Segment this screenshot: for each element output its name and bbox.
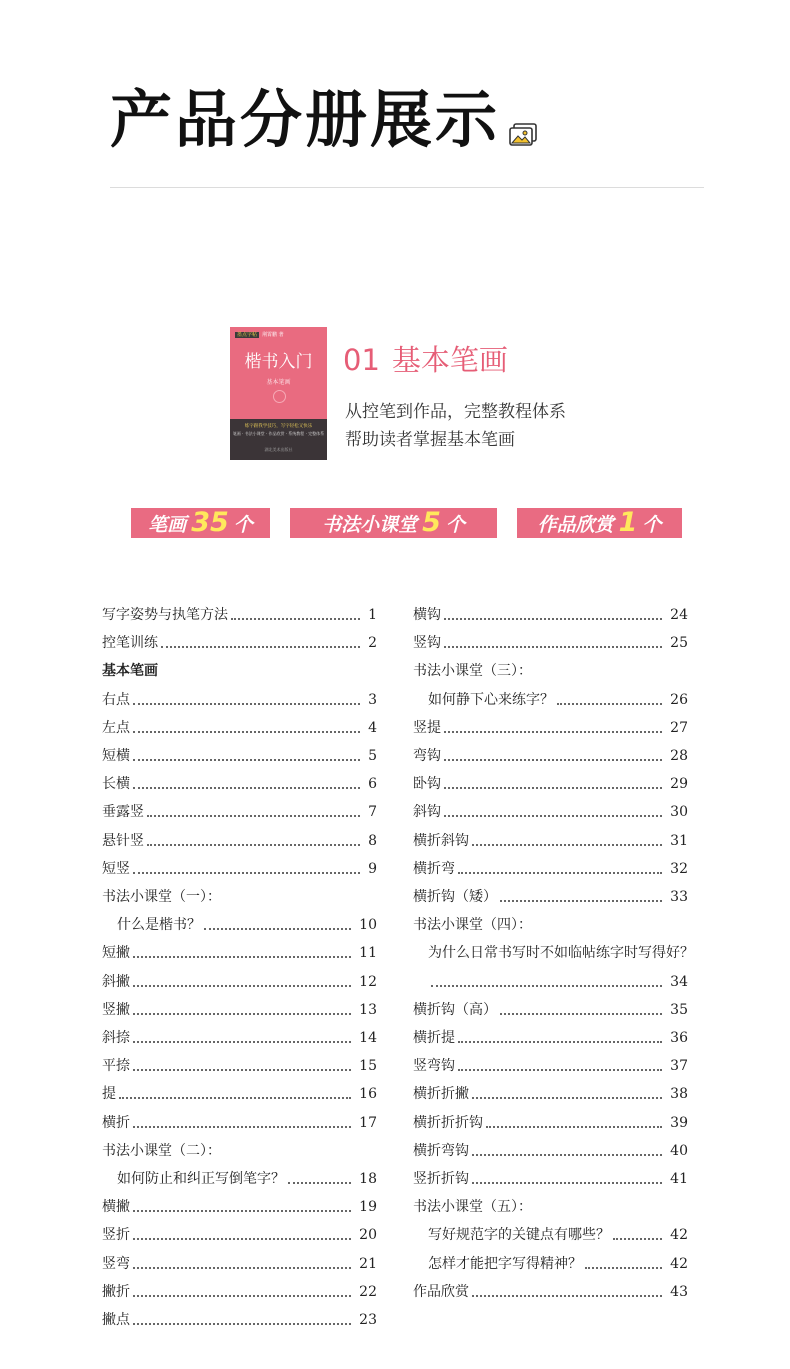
toc-leader-dots — [500, 900, 662, 902]
toc-entry-label: 书法小课堂（三）： — [413, 659, 533, 683]
toc-leader-dots — [472, 844, 662, 846]
toc-entry-label: 竖撇 — [102, 998, 131, 1022]
toc-entry-label: 悬针竖 — [102, 829, 145, 853]
toc-row — [102, 1082, 377, 1106]
tag-count: 5 — [422, 507, 441, 538]
section-heading — [343, 340, 508, 380]
toc-leader-dots — [472, 1295, 662, 1297]
toc-page-number: 29 — [670, 776, 688, 792]
toc-leader-dots — [472, 1182, 662, 1184]
toc-page-number: 12 — [359, 974, 377, 990]
toc-leader-dots — [133, 1323, 351, 1325]
toc-leader-dots — [444, 646, 662, 648]
toc-page-number: 33 — [670, 889, 688, 905]
toc-page-number: 17 — [359, 1115, 377, 1131]
toc-entry-label: 斜钩 — [413, 800, 442, 824]
toc-leader-dots — [133, 1013, 351, 1015]
toc-page-number: 15 — [359, 1058, 377, 1074]
book-cover — [230, 327, 327, 460]
toc-entry-label: 卧钩 — [413, 772, 442, 796]
toc-row — [102, 998, 377, 1022]
tag-label: 书法小课堂 — [322, 514, 418, 536]
toc-entry-label: 撇点 — [102, 1308, 131, 1332]
toc-entry-label: 横折斜钩 — [413, 829, 470, 853]
toc-row — [102, 1195, 377, 1219]
toc-page-number: 7 — [368, 804, 377, 820]
toc-page-number: 34 — [670, 974, 688, 990]
toc-page-number: 11 — [359, 945, 377, 961]
toc-row — [413, 1054, 688, 1078]
toc-entry-label: 写字姿势与执笔方法 — [102, 603, 229, 627]
toc-row — [102, 659, 377, 683]
cover-logo: 墨点字帖 — [237, 332, 258, 338]
toc-entry-label: 竖折折钩 — [413, 1167, 470, 1191]
toc-leader-dots — [133, 787, 360, 789]
toc-leader-dots — [486, 1126, 662, 1128]
toc-row — [413, 1111, 688, 1135]
toc-leader-dots — [133, 1041, 351, 1043]
cover-top-line — [235, 332, 284, 339]
toc-entry-label: 书法小课堂（五）： — [413, 1195, 533, 1219]
toc-entry-label: 基本笔画 — [102, 659, 159, 683]
toc-row — [413, 800, 688, 824]
toc-entry-label: 平捺 — [102, 1054, 131, 1078]
toc-entry-label: 书法小课堂（二）： — [102, 1139, 222, 1163]
toc-entry-label: 长横 — [102, 772, 131, 796]
toc-row — [413, 772, 688, 796]
toc-leader-dots — [133, 703, 360, 705]
toc-page-number: 4 — [368, 720, 377, 736]
toc-page-number: 32 — [670, 861, 688, 877]
toc-page-number: 35 — [670, 1002, 688, 1018]
toc-leader-dots — [161, 646, 360, 648]
toc-page-number: 24 — [670, 607, 688, 623]
toc-row — [102, 716, 377, 740]
toc-row — [102, 744, 377, 768]
toc-page-number: 22 — [359, 1284, 377, 1300]
toc-leader-dots — [133, 872, 360, 874]
toc-leader-dots — [147, 815, 360, 817]
toc-row — [102, 1026, 377, 1050]
toc-row — [413, 1082, 688, 1106]
toc-entry-label: 横折提 — [413, 1026, 456, 1050]
toc-leader-dots — [133, 1238, 351, 1240]
toc-entry-label: 弯钩 — [413, 744, 442, 768]
toc-row — [102, 772, 377, 796]
tag-calligraphy-class — [290, 508, 497, 538]
toc-leader-dots — [147, 844, 360, 846]
toc-leader-dots — [133, 1295, 351, 1297]
toc-entry-label: 怎样才能把字写得精神？ — [428, 1252, 583, 1276]
toc-row — [413, 1223, 688, 1247]
toc-row — [102, 829, 377, 853]
toc-row — [413, 716, 688, 740]
toc-entry-label: 书法小课堂（四）： — [413, 913, 533, 937]
toc-row — [413, 744, 688, 768]
cover-author: 荆霄鹏 著 — [262, 332, 284, 338]
toc-leader-dots — [288, 1182, 351, 1184]
cover-title: 楷书入门 — [244, 352, 313, 372]
cover-seal-icon — [273, 390, 286, 403]
toc-entry-label: 横折折撇 — [413, 1082, 470, 1106]
tag-unit: 个 — [445, 514, 465, 536]
toc-row — [413, 998, 688, 1022]
toc-leader-dots — [133, 759, 360, 761]
toc-page-number: 6 — [368, 776, 377, 792]
toc-leader-dots — [133, 985, 351, 987]
toc-row — [413, 1195, 688, 1219]
toc-page-number: 19 — [359, 1199, 377, 1215]
toc-page-number: 28 — [670, 748, 688, 764]
toc-leader-dots — [444, 731, 662, 733]
toc-entry-label: 短竖 — [102, 857, 131, 881]
toc-row — [102, 603, 377, 627]
toc-row — [102, 1308, 377, 1332]
toc-row — [413, 1252, 688, 1276]
toc-page-number: 37 — [670, 1058, 688, 1074]
toc-page-number: 1 — [368, 607, 377, 623]
toc-page-number: 23 — [359, 1312, 377, 1328]
toc-entry-label: 竖弯 — [102, 1252, 131, 1276]
toc-row — [413, 603, 688, 627]
toc-leader-dots — [472, 1097, 662, 1099]
toc-row — [102, 1139, 377, 1163]
toc-page-number: 20 — [359, 1227, 377, 1243]
tag-count: 1 — [618, 507, 638, 538]
toc-row — [413, 1026, 688, 1050]
toc-entry-label: 横折折折钩 — [413, 1111, 484, 1135]
cover-band-line1: 练字跟我学技巧，写字轻松又快乐 — [244, 424, 313, 429]
toc-page-number: 5 — [368, 748, 377, 764]
toc-leader-dots — [444, 787, 662, 789]
toc-leader-dots — [444, 815, 662, 817]
toc-page-number: 43 — [670, 1284, 688, 1300]
toc-entry-label: 短撇 — [102, 941, 131, 965]
toc-row — [413, 1139, 688, 1163]
toc-row — [102, 688, 377, 712]
toc-entry-label: 左点 — [102, 716, 131, 740]
section-number: 01 — [343, 343, 380, 377]
toc-entry-label: 横折钩（矮） — [413, 885, 498, 909]
toc-leader-dots — [204, 928, 351, 930]
tag-count: 35 — [191, 507, 229, 538]
toc-page-number: 25 — [670, 635, 688, 651]
page-title: 产品分册展示 — [110, 83, 501, 156]
toc-page-number: 2 — [368, 635, 377, 651]
toc-row — [413, 970, 688, 994]
toc-leader-dots — [133, 731, 360, 733]
toc-entry-label: 竖折 — [102, 1223, 131, 1247]
toc-leader-dots — [133, 1210, 351, 1212]
toc-page-number: 30 — [670, 804, 688, 820]
toc-row — [413, 1167, 688, 1191]
toc-entry-label: 提 — [102, 1082, 117, 1106]
toc-entry-label: 横折 — [102, 1111, 131, 1135]
toc-entry-label: 如何静下心来练字？ — [428, 688, 555, 712]
toc-entry-label: 横折弯钩 — [413, 1139, 470, 1163]
toc-entry-label: 竖弯钩 — [413, 1054, 456, 1078]
toc-leader-dots — [458, 872, 662, 874]
toc-entry-label: 如何防止和纠正写倒笔字？ — [117, 1167, 286, 1191]
toc-entry-label: 竖提 — [413, 716, 442, 740]
toc-row — [102, 1111, 377, 1135]
toc-row — [102, 1054, 377, 1078]
toc-entry-label: 横折钩（高） — [413, 998, 498, 1022]
toc-page-number: 18 — [359, 1171, 377, 1187]
toc-entry-label: 垂露竖 — [102, 800, 145, 824]
toc-leader-dots — [613, 1238, 662, 1240]
toc-page-number: 36 — [670, 1030, 688, 1046]
section-name: 基本笔画 — [391, 343, 508, 377]
toc-leader-dots — [133, 1267, 351, 1269]
header-divider — [110, 187, 704, 188]
toc-row — [413, 941, 694, 965]
toc-page-number: 38 — [670, 1086, 688, 1102]
toc-page-number: 26 — [670, 692, 688, 708]
tag-strokes — [131, 508, 270, 538]
toc-page-number: 9 — [368, 861, 377, 877]
toc-leader-dots — [119, 1097, 351, 1099]
section-desc-line2: 帮助读者掌握基本笔画 — [345, 430, 515, 450]
toc-entry-label: 书法小课堂（一）： — [102, 885, 222, 909]
toc-leader-dots — [557, 703, 662, 705]
toc-row — [413, 913, 688, 937]
toc-row — [102, 857, 377, 881]
toc-leader-dots — [500, 1013, 662, 1015]
toc-row — [102, 1280, 377, 1304]
toc-leader-dots — [231, 618, 360, 620]
toc-row — [413, 857, 688, 881]
toc-entry-label: 横折弯 — [413, 857, 456, 881]
image-icon — [508, 122, 538, 148]
toc-page-number: 39 — [670, 1115, 688, 1131]
toc-page-number: 27 — [670, 720, 688, 736]
toc-row — [413, 659, 688, 683]
toc-row — [102, 941, 377, 965]
toc-page-number: 40 — [670, 1143, 688, 1159]
toc-row — [102, 1167, 377, 1191]
toc-row — [102, 885, 377, 909]
toc-leader-dots — [444, 618, 662, 620]
toc-row — [102, 970, 377, 994]
toc-entry-label: 横钩 — [413, 603, 442, 627]
toc-leader-dots — [444, 759, 662, 761]
toc-leader-dots — [133, 1069, 351, 1071]
toc-entry-label: 横撇 — [102, 1195, 131, 1219]
toc-entry-label: 撇折 — [102, 1280, 131, 1304]
cover-band — [230, 419, 327, 460]
toc-leader-dots — [133, 956, 351, 958]
tag-label: 笔画 — [148, 514, 187, 536]
toc-row — [413, 829, 688, 853]
toc-page-number: 31 — [670, 833, 688, 849]
toc-page-number: 13 — [359, 1002, 377, 1018]
toc-entry-label: 斜捺 — [102, 1026, 131, 1050]
toc-entry-label: 为什么日常书写时不如临帖练字时写得好？ — [428, 941, 695, 965]
tag-works — [517, 508, 682, 538]
toc-leader-dots — [472, 1154, 662, 1156]
toc-entry-label: 控笔训练 — [102, 631, 159, 655]
toc-page-number: 10 — [359, 917, 377, 933]
toc-row — [102, 1252, 377, 1276]
toc-leader-dots — [585, 1267, 662, 1269]
toc-leader-dots — [431, 985, 662, 987]
toc-entry-label: 作品欣赏 — [413, 1280, 470, 1304]
toc-page-number: 8 — [368, 833, 377, 849]
toc-page-number: 3 — [368, 692, 377, 708]
toc-row — [413, 885, 688, 909]
toc-page-number: 42 — [670, 1256, 688, 1272]
toc-leader-dots — [133, 1126, 351, 1128]
toc-row — [413, 688, 688, 712]
toc-page-number: 42 — [670, 1227, 688, 1243]
toc-leader-dots — [458, 1069, 662, 1071]
toc-row — [413, 631, 688, 655]
toc-row — [413, 1280, 688, 1304]
toc-entry-label: 右点 — [102, 688, 131, 712]
tag-unit: 个 — [642, 514, 662, 536]
toc-entry-label: 短横 — [102, 744, 131, 768]
cover-band-line2: 笔画 · 书法小课堂 · 作品欣赏 · 系统教程 · 完整体系 — [232, 431, 325, 436]
cover-subtitle: 基本笔画 — [266, 379, 291, 386]
tag-unit: 个 — [233, 514, 253, 536]
toc-page-number: 14 — [359, 1030, 377, 1046]
toc-row — [102, 913, 377, 937]
toc-leader-dots — [458, 1041, 662, 1043]
toc-row — [102, 800, 377, 824]
toc-entry-label: 什么是楷书？ — [117, 913, 202, 937]
toc-entry-label: 竖钩 — [413, 631, 442, 655]
toc-row — [102, 631, 377, 655]
toc-page-number: 21 — [359, 1256, 377, 1272]
toc-page-number: 16 — [359, 1086, 377, 1102]
cover-publisher: 湖北美术出版社 — [264, 447, 293, 452]
toc-row — [102, 1223, 377, 1247]
toc-entry-label: 斜撇 — [102, 970, 131, 994]
toc-page-number: 41 — [670, 1171, 688, 1187]
toc-entry-label: 写好规范字的关键点有哪些？ — [428, 1223, 611, 1247]
section-desc-line1: 从控笔到作品，完整教程体系 — [345, 402, 566, 422]
tag-label: 作品欣赏 — [537, 514, 614, 536]
